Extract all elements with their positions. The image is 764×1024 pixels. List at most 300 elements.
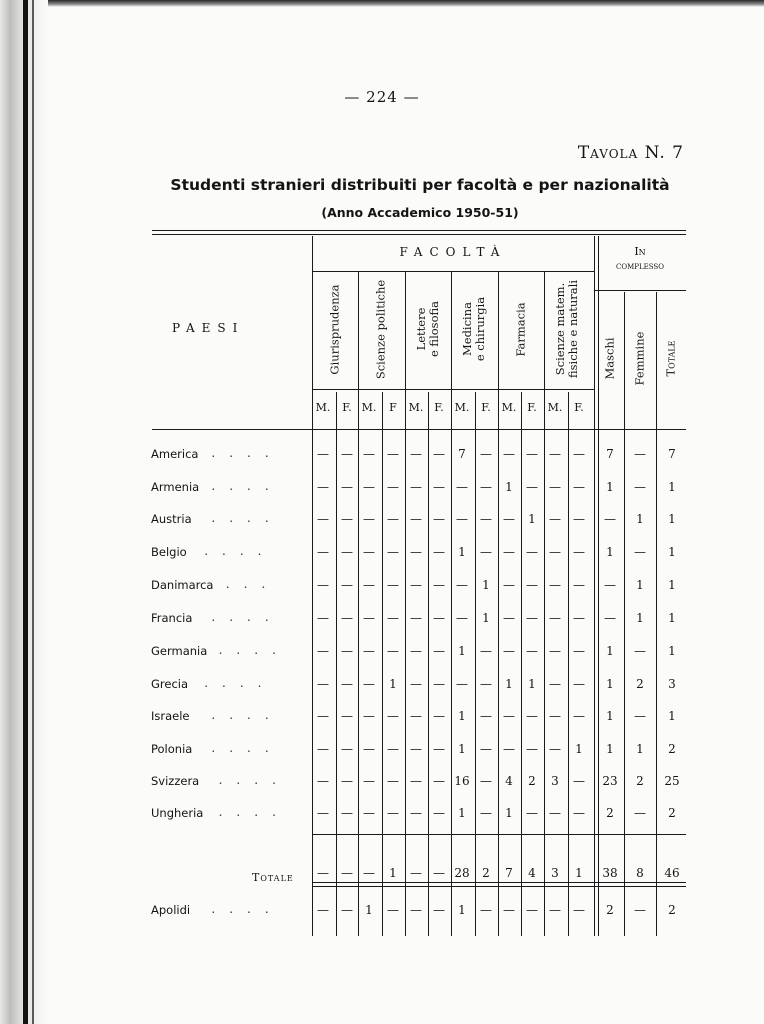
facolta-rule [312, 271, 594, 272]
row-belgio-cell: — [526, 545, 538, 559]
row-danimarca-cell: — [526, 578, 538, 592]
row-israele-cell: — [387, 709, 399, 723]
row-polonia-cell: — [549, 742, 561, 756]
row-francia-country: Francia [151, 611, 193, 625]
row-grecia-total-cell: 3 [668, 677, 676, 691]
row-svizzera-total-cell: 23 [602, 774, 618, 788]
faculty-header-line: Lettere [414, 307, 428, 351]
row-belgio-total-cell: 1 [668, 545, 676, 559]
faculty-separator-3 [498, 272, 499, 936]
page-title: Studenti stranieri distribuiti per facoltà e per nazionalità [170, 176, 670, 194]
row-belgio-leader-dots [204, 544, 304, 558]
row-belgio-cell: — [549, 545, 561, 559]
row-belgio-cell: — [480, 545, 492, 559]
row-austria-cell: — [410, 512, 422, 526]
row-danimarca-total-cell: — [604, 578, 616, 592]
faculty-separator-1 [405, 272, 406, 936]
row-austria-cell: — [363, 512, 375, 526]
faculty-header-line: e filosofia [427, 300, 441, 358]
row-ungheria-cell: — [341, 806, 353, 820]
total-header-0: Maschi [602, 337, 617, 380]
leader-dot: . [229, 479, 248, 493]
row-armenia-total-cell: 1 [668, 480, 676, 494]
row-belgio-total-cell: 1 [606, 545, 614, 559]
row-totale-total-cell: 46 [664, 866, 680, 880]
row-austria-cell: — [317, 512, 329, 526]
row-totale-cell: — [341, 866, 353, 880]
row-svizzera-total-cell: 2 [636, 774, 644, 788]
leader-dot: . [247, 446, 265, 460]
row-francia-cell: — [363, 611, 375, 625]
row-israele-total-cell: — [634, 709, 646, 723]
row-america-cell: 7 [458, 447, 466, 461]
row-totale-cell: 1 [389, 866, 397, 880]
row-polonia-cell: — [363, 742, 375, 756]
row-germania-total-cell: 1 [668, 644, 676, 658]
row-apolidi-cell: 1 [365, 903, 373, 917]
leader-dot: . [218, 805, 237, 819]
row-belgio-cell: — [341, 545, 353, 559]
leader-dot: . [254, 643, 273, 657]
row-germania-cell: — [549, 644, 561, 658]
leader-dot: . [211, 902, 230, 916]
row-ungheria-cell: 1 [458, 806, 466, 820]
binding-edge [23, 0, 28, 1024]
row-belgio-cell: — [387, 545, 399, 559]
row-austria-cell: — [503, 512, 515, 526]
total-rule-2 [312, 886, 686, 887]
row-grecia-cell: — [573, 677, 585, 691]
scan-top-edge [48, 0, 764, 7]
sex-separator-0 [336, 392, 337, 936]
row-ungheria-cell: 1 [505, 806, 513, 820]
row-austria-cell: — [433, 512, 445, 526]
leader-dot: . [254, 773, 273, 787]
row-germania-cell: 1 [458, 644, 466, 658]
faculty-header-1 [375, 274, 388, 386]
row-polonia-cell: 1 [575, 742, 583, 756]
row-armenia-cell: — [480, 480, 492, 494]
row-totale-cell: — [410, 866, 422, 880]
row-austria-total-cell: — [604, 512, 616, 526]
row-polonia-cell: — [317, 742, 329, 756]
row-america-cell: — [363, 447, 375, 461]
row-germania-leader-dots [219, 643, 319, 657]
row-america-leader-dots [211, 446, 311, 460]
leader-dot: . [257, 544, 276, 558]
leader-dot: . [254, 805, 273, 819]
row-ungheria-cell: — [387, 806, 399, 820]
leader-dot: . [264, 511, 283, 525]
row-apolidi-cell: — [410, 903, 422, 917]
row-austria-cell: — [456, 512, 468, 526]
row-apolidi-cell: — [480, 903, 492, 917]
leader-dot: . [229, 708, 248, 722]
leader-dot: . [218, 773, 237, 787]
row-apolidi-cell: — [341, 903, 353, 917]
row-polonia-cell: — [503, 742, 515, 756]
row-francia-total-cell: 1 [636, 611, 644, 625]
top-rule [152, 230, 686, 231]
row-totale-cell: 2 [482, 866, 490, 880]
row-grecia-cell: 1 [528, 677, 536, 691]
faculty-separator-2 [451, 272, 452, 936]
row-austria-cell: 1 [528, 512, 536, 526]
row-grecia-leader-dots [204, 676, 304, 690]
top-rule-2 [152, 234, 686, 235]
row-israele-cell: — [503, 709, 515, 723]
row-grecia-cell: — [549, 677, 561, 691]
row-ungheria-cell: — [549, 806, 561, 820]
row-armenia-cell: — [573, 480, 585, 494]
row-austria-total-cell: 1 [668, 512, 676, 526]
page-number: — 224 — [344, 88, 420, 106]
row-svizzera-cell: — [433, 774, 445, 788]
leader-dot: . [247, 610, 265, 624]
total-rule [312, 882, 686, 883]
sex-label: F [389, 401, 397, 414]
row-ungheria-cell: — [433, 806, 445, 820]
row-apolidi-leader-dots [211, 902, 311, 916]
row-polonia-cell: — [526, 742, 538, 756]
row-israele-cell: — [549, 709, 561, 723]
leader-dot: . [264, 479, 283, 493]
row-germania-total-cell: — [634, 644, 646, 658]
leader-dot: . [211, 479, 230, 493]
row-danimarca-cell: — [363, 578, 375, 592]
row-francia-cell: — [341, 611, 353, 625]
row-ungheria-cell: — [573, 806, 585, 820]
row-armenia-cell: — [317, 480, 329, 494]
row-francia-cell: — [526, 611, 538, 625]
row-israele-country: Israele [151, 709, 190, 723]
row-svizzera-cell: — [317, 774, 329, 788]
row-armenia-cell: — [387, 480, 399, 494]
row-svizzera-cell: — [410, 774, 422, 788]
leader-dot: . [211, 708, 230, 722]
faculty-header-line: Scienze politiche [373, 279, 388, 380]
row-belgio-cell: — [363, 545, 375, 559]
row-danimarca-cell: 1 [482, 578, 490, 592]
row-danimarca-total-cell: 1 [636, 578, 644, 592]
row-danimarca-cell: — [456, 578, 468, 592]
leader-dot: . [261, 577, 280, 591]
total-header-2: Totale [663, 340, 678, 377]
row-svizzera-cell: 2 [528, 774, 536, 788]
row-totale-total-cell: 38 [602, 866, 618, 880]
row-israele-cell: — [410, 709, 422, 723]
row-danimarca-cell: — [341, 578, 353, 592]
sex-label: F. [342, 401, 352, 414]
row-ungheria-cell: — [410, 806, 422, 820]
row-grecia-cell: — [410, 677, 422, 691]
faculty-header-line: e chirurgia [473, 296, 487, 362]
row-ungheria-cell: — [317, 806, 329, 820]
row-grecia-cell: — [317, 677, 329, 691]
row-francia-cell: — [387, 611, 399, 625]
row-totale-cell: — [317, 866, 329, 880]
row-israele-total-cell: 1 [606, 709, 614, 723]
row-belgio-total-cell: — [634, 545, 646, 559]
sex-label: M. [501, 401, 517, 414]
row-francia-leader-dots [211, 610, 311, 624]
faculty-header-0 [329, 274, 342, 386]
row-polonia-cell: — [433, 742, 445, 756]
row-israele-cell: — [317, 709, 329, 723]
row-totale-cell: 7 [505, 866, 513, 880]
leader-dot: . [236, 643, 255, 657]
row-israele-cell: — [341, 709, 353, 723]
row-totale-cell: — [363, 866, 375, 880]
row-ungheria-cell: — [363, 806, 375, 820]
row-armenia-cell: — [410, 480, 422, 494]
row-america-cell: — [549, 447, 561, 461]
leader-dot: . [243, 577, 262, 591]
leader-dot: . [247, 741, 265, 755]
row-israele-cell: — [363, 709, 375, 723]
faculty-header-line: Scienze matem. [553, 282, 567, 376]
row-germania-total-cell: 1 [606, 644, 614, 658]
row-armenia-total-cell: — [634, 480, 646, 494]
row-svizzera-country: Svizzera [151, 774, 200, 788]
header-in-complesso-line2: complesso [616, 261, 664, 272]
row-francia-cell: — [549, 611, 561, 625]
row-danimarca-leader-dots [226, 577, 326, 591]
leader-dot: . [204, 676, 223, 690]
leader-dot: . [229, 446, 248, 460]
row-israele-leader-dots [211, 708, 311, 722]
row-danimarca-total-cell: 1 [668, 578, 676, 592]
row-austria-country: Austria [151, 512, 192, 526]
table-label: Tavola N. 7 [577, 143, 684, 163]
sex-label: M. [547, 401, 563, 414]
row-america-total-cell: — [634, 447, 646, 461]
leader-dot: . [204, 544, 223, 558]
row-francia-cell: — [456, 611, 468, 625]
row-germania-cell: — [387, 644, 399, 658]
row-apolidi-cell: 1 [458, 903, 466, 917]
faculty-header-5 [554, 273, 580, 385]
row-grecia-total-cell: 2 [636, 677, 644, 691]
row-grecia-cell: — [456, 677, 468, 691]
row-grecia-cell: — [341, 677, 353, 691]
row-totale-cell: 4 [528, 866, 536, 880]
row-ungheria-cell: — [480, 806, 492, 820]
row-armenia-cell: — [456, 480, 468, 494]
sex-label: M. [454, 401, 470, 414]
row-francia-cell: — [573, 611, 585, 625]
row-germania-cell: — [433, 644, 445, 658]
leader-dot: . [247, 479, 265, 493]
row-apolidi-cell: — [549, 903, 561, 917]
row-svizzera-leader-dots [219, 773, 319, 787]
row-austria-leader-dots [211, 511, 311, 525]
row-austria-total-cell: 1 [636, 512, 644, 526]
leader-dot: . [264, 708, 283, 722]
sex-separator-2 [428, 392, 429, 936]
faculty-header-4 [515, 274, 528, 386]
row-polonia-cell: — [341, 742, 353, 756]
row-totale-cell: — [433, 866, 445, 880]
row-america-total-cell: 7 [668, 447, 676, 461]
row-belgio-cell: — [410, 545, 422, 559]
faculty-name-rule [312, 389, 594, 390]
row-ungheria-cell: — [526, 806, 538, 820]
row-danimarca-cell: — [387, 578, 399, 592]
row-danimarca-cell: — [573, 578, 585, 592]
leader-dot: . [211, 446, 230, 460]
row-francia-total-cell: 1 [668, 611, 676, 625]
faculty-header-line: Giurisprudenza [327, 284, 342, 375]
row-america-cell: — [341, 447, 353, 461]
row-polonia-total-cell: 1 [606, 742, 614, 756]
row-svizzera-cell: — [363, 774, 375, 788]
row-svizzera-cell: 3 [551, 774, 559, 788]
row-apolidi-cell: — [433, 903, 445, 917]
row-apolidi-cell: — [526, 903, 538, 917]
leader-dot: . [257, 676, 276, 690]
row-totale-cell: 1 [575, 866, 583, 880]
header-bottom-rule [152, 429, 686, 430]
row-germania-cell: — [363, 644, 375, 658]
leader-dot: . [211, 610, 230, 624]
leader-dot: . [272, 643, 290, 657]
row-germania-country: Germania [151, 644, 208, 658]
row-svizzera-cell: — [341, 774, 353, 788]
leader-dot: . [236, 805, 255, 819]
leader-dot: . [239, 676, 258, 690]
sex-label: F. [527, 401, 537, 414]
faculty-header-line: Farmacia [513, 302, 528, 357]
row-america-cell: — [526, 447, 538, 461]
row-grecia-total-cell: 1 [606, 677, 614, 691]
header-in-complesso-line1: In [634, 245, 646, 258]
row-armenia-cell: — [549, 480, 561, 494]
row-germania-cell: — [526, 644, 538, 658]
row-america-cell: — [410, 447, 422, 461]
row-totale-cell: 28 [454, 866, 470, 880]
row-belgio-country: Belgio [151, 545, 187, 559]
row-apolidi-cell: — [573, 903, 585, 917]
leader-dot: . [225, 577, 244, 591]
leader-dot: . [222, 676, 240, 690]
row-ungheria-leader-dots [219, 805, 319, 819]
row-america-country: America [151, 447, 199, 461]
row-armenia-cell: — [526, 480, 538, 494]
row-ungheria-total-cell: 2 [668, 806, 676, 820]
row-grecia-country: Grecia [151, 677, 189, 691]
total-label: Totale [252, 871, 294, 884]
row-danimarca-cell: — [433, 578, 445, 592]
row-grecia-cell: — [480, 677, 492, 691]
row-austria-cell: — [480, 512, 492, 526]
leader-dot: . [272, 773, 290, 787]
row-belgio-cell: — [573, 545, 585, 559]
leader-dot: . [211, 511, 230, 525]
page-subtitle: (Anno Accademico 1950-51) [321, 205, 519, 220]
row-danimarca-cell: — [317, 578, 329, 592]
row-america-cell: — [433, 447, 445, 461]
header-paesi: PAESI [172, 321, 245, 335]
leader-dot: . [264, 446, 283, 460]
header-in-complesso [594, 244, 686, 274]
row-america-cell: — [387, 447, 399, 461]
leader-dot: . [211, 741, 230, 755]
row-armenia-total-cell: 1 [606, 480, 614, 494]
leader-dot: . [247, 511, 265, 525]
row-germania-cell: — [317, 644, 329, 658]
row-totale-cell: 3 [551, 866, 559, 880]
faculty-header-line: fisiche e naturali [566, 279, 580, 379]
faculty-separator-0 [358, 272, 359, 936]
in-complesso-rule [594, 290, 686, 291]
leader-dot: . [247, 708, 265, 722]
row-ungheria-total-cell: — [634, 806, 646, 820]
faculty-header-2 [415, 273, 441, 385]
row-grecia-cell: — [433, 677, 445, 691]
sex-separator-3 [475, 392, 476, 936]
faculty-separator-4 [544, 272, 545, 936]
sex-label: M. [408, 401, 424, 414]
row-armenia-cell: — [433, 480, 445, 494]
sex-separator-1 [382, 392, 383, 936]
leader-dot: . [264, 610, 283, 624]
row-apolidi-total-cell: 2 [668, 903, 676, 917]
col-rule-femmine [624, 292, 625, 936]
row-israele-cell: — [573, 709, 585, 723]
row-america-total-cell: 7 [606, 447, 614, 461]
row-germania-cell: — [410, 644, 422, 658]
row-grecia-cell: 1 [389, 677, 397, 691]
row-francia-cell: 1 [482, 611, 490, 625]
row-polonia-cell: — [387, 742, 399, 756]
leader-dot: . [264, 902, 283, 916]
col-rule-complesso [594, 236, 595, 936]
faculty-header-3 [461, 273, 487, 385]
row-svizzera-cell: — [573, 774, 585, 788]
sex-label: F. [574, 401, 584, 414]
row-svizzera-cell: 4 [505, 774, 513, 788]
row-armenia-cell: — [363, 480, 375, 494]
row-grecia-cell: — [363, 677, 375, 691]
row-polonia-cell: — [410, 742, 422, 756]
row-polonia-cell: 1 [458, 742, 466, 756]
row-belgio-cell: — [503, 545, 515, 559]
leader-dot: . [222, 544, 240, 558]
row-danimarca-cell: — [549, 578, 561, 592]
row-belgio-cell: 1 [458, 545, 466, 559]
row-francia-cell: — [410, 611, 422, 625]
leader-dot: . [229, 902, 248, 916]
leader-dot: . [239, 544, 258, 558]
row-austria-cell: — [387, 512, 399, 526]
row-apolidi-country: Apolidi [151, 903, 191, 917]
row-polonia-leader-dots [211, 741, 311, 755]
row-svizzera-total-cell: 25 [664, 774, 680, 788]
sex-label: M. [361, 401, 377, 414]
row-francia-cell: — [433, 611, 445, 625]
row-apolidi-cell: — [503, 903, 515, 917]
row-austria-cell: — [573, 512, 585, 526]
row-america-cell: — [317, 447, 329, 461]
sex-label: F. [481, 401, 491, 414]
row-germania-cell: — [573, 644, 585, 658]
row-danimarca-country: Danimarca [151, 578, 214, 592]
row-germania-cell: — [480, 644, 492, 658]
row-totale-total-cell: 8 [636, 866, 644, 880]
row-belgio-cell: — [433, 545, 445, 559]
leader-dot: . [247, 902, 265, 916]
